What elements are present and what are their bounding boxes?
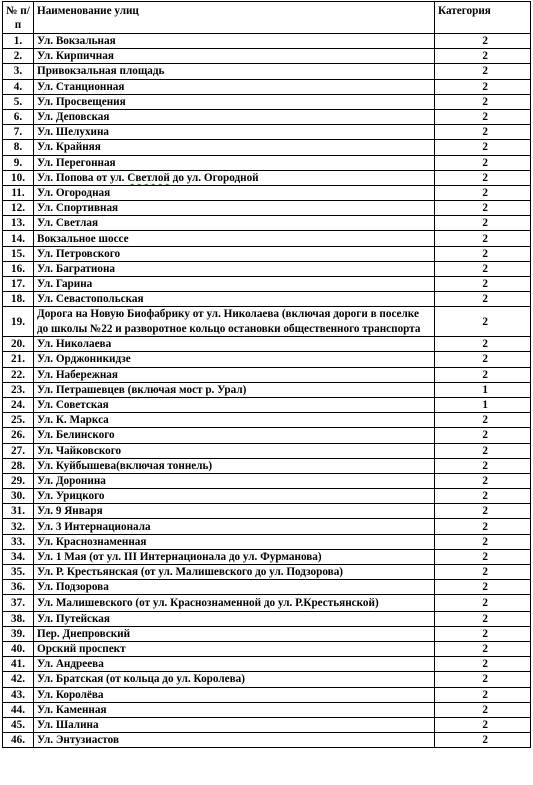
row-category: 2 — [435, 337, 531, 352]
table-row — [3, 109, 531, 124]
row-street-name: Ул. Куйбышева(включая тоннель) — [34, 458, 435, 473]
table-row — [3, 519, 531, 534]
row-street-name: Пер. Днепровский — [34, 626, 435, 641]
row-category: 2 — [435, 687, 531, 702]
table-row — [3, 125, 531, 140]
row-category: 2 — [435, 216, 531, 231]
row-street-name: Ул. Урицкого — [34, 489, 435, 504]
row-category: 2 — [435, 611, 531, 626]
row-num: 39. — [3, 626, 34, 641]
row-street-name: Ул. Деповская — [34, 109, 435, 124]
table-row — [3, 458, 531, 473]
table-row — [3, 34, 531, 49]
row-category: 2 — [435, 733, 531, 748]
header-num: № п/п — [3, 2, 34, 34]
row-street-name: Ул. Р. Крестьянская (от ул. Малишевского до ул. Подзорова) — [34, 565, 435, 580]
table-row — [3, 672, 531, 687]
row-street-name: Привокзальная площадь — [34, 64, 435, 79]
row-num: 5. — [3, 94, 34, 109]
row-category: 2 — [435, 549, 531, 564]
row-num: 43. — [3, 687, 34, 702]
row-num: 34. — [3, 549, 34, 564]
table-row — [3, 428, 531, 443]
row-street-name: Ул. Шалина — [34, 717, 435, 732]
row-street-name: Ул. Багратиона — [34, 261, 435, 276]
row-street-name: Ул. Спортивная — [34, 201, 435, 216]
row-street-name: Ул. К. Маркса — [34, 413, 435, 428]
row-street-name: Ул. Орджоникидзе — [34, 352, 435, 367]
table-row — [3, 261, 531, 276]
row-street-name: Ул. Андреева — [34, 657, 435, 672]
row-num: 28. — [3, 458, 34, 473]
row-category: 2 — [435, 109, 531, 124]
table-row — [3, 216, 531, 231]
row-num: 9. — [3, 155, 34, 170]
table-row — [3, 382, 531, 397]
row-num: 38. — [3, 611, 34, 626]
row-street-name: Ул. Севастопольская — [34, 292, 435, 307]
row-street-name: Ул. Огородная — [34, 185, 435, 200]
row-street-name: Ул. Чайковского — [34, 443, 435, 458]
row-street-name: Ул. Малишевского (от ул. Краснознаменной до ул. Р.Крестьянской) — [34, 595, 435, 611]
row-category: 2 — [435, 185, 531, 200]
table-row — [3, 626, 531, 641]
table-row — [3, 94, 531, 109]
table-row — [3, 170, 531, 185]
row-num: 30. — [3, 489, 34, 504]
row-street-name: Ул. Краснознаменная — [34, 534, 435, 549]
row-category: 2 — [435, 64, 531, 79]
row-category: 2 — [435, 352, 531, 367]
row-street-name: Вокзальное шоссе — [34, 231, 435, 246]
row-category: 1 — [435, 382, 531, 397]
table-header-row — [3, 2, 531, 34]
row-category: 2 — [435, 231, 531, 246]
row-category: 2 — [435, 595, 531, 611]
row-street-name: Ул. Путейская — [34, 611, 435, 626]
row-category: 2 — [435, 504, 531, 519]
row-category: 2 — [435, 246, 531, 261]
row-num: 16. — [3, 261, 34, 276]
row-category: 1 — [435, 397, 531, 412]
table-row — [3, 733, 531, 748]
row-street-name: Ул. Белинского — [34, 428, 435, 443]
table-row — [3, 717, 531, 732]
row-street-name: Ул. Вокзальная — [34, 34, 435, 49]
table-row — [3, 702, 531, 717]
row-street-name: Дорога на Новую Биофабрику от ул. Николаева (включая дороги в поселке до школы №22 и разворотное кольцо остановки общественного транспорта — [34, 307, 435, 337]
row-street-name: Ул. Просвещения — [34, 94, 435, 109]
row-num: 41. — [3, 657, 34, 672]
row-num: 31. — [3, 504, 34, 519]
row-num: 27. — [3, 443, 34, 458]
row-category: 2 — [435, 307, 531, 337]
row-category: 2 — [435, 443, 531, 458]
streets-table — [2, 1, 531, 748]
row-street-name: Ул. Шелухина — [34, 125, 435, 140]
row-street-name: Ул. Перегонная — [34, 155, 435, 170]
row-num: 21. — [3, 352, 34, 367]
table-row — [3, 367, 531, 382]
row-street-name: Ул. Королёва — [34, 687, 435, 702]
table-row — [3, 185, 531, 200]
row-street-name: Ул. 9 Января — [34, 504, 435, 519]
row-num: 33. — [3, 534, 34, 549]
table-row — [3, 611, 531, 626]
row-num: 26. — [3, 428, 34, 443]
row-street-name: Ул. Гарина — [34, 277, 435, 292]
table-row — [3, 641, 531, 656]
row-category: 2 — [435, 292, 531, 307]
table-row — [3, 489, 531, 504]
row-street-name: Ул. Крайняя — [34, 140, 435, 155]
row-category: 2 — [435, 657, 531, 672]
row-num: 37. — [3, 595, 34, 611]
table-row — [3, 140, 531, 155]
row-num: 7. — [3, 125, 34, 140]
table-row — [3, 565, 531, 580]
table-row — [3, 595, 531, 611]
row-street-name: Орский проспект — [34, 641, 435, 656]
table-row — [3, 580, 531, 595]
row-num: 44. — [3, 702, 34, 717]
table-row — [3, 337, 531, 352]
row-num: 23. — [3, 382, 34, 397]
row-street-name: Ул. Николаева — [34, 337, 435, 352]
row-num: 19. — [3, 307, 34, 337]
row-category: 2 — [435, 79, 531, 94]
row-num: 6. — [3, 109, 34, 124]
row-num: 11. — [3, 185, 34, 200]
table-row — [3, 352, 531, 367]
row-num: 25. — [3, 413, 34, 428]
row-category: 2 — [435, 473, 531, 488]
header-category: Категория — [435, 2, 531, 34]
table-row — [3, 413, 531, 428]
row-num: 24. — [3, 397, 34, 412]
row-street-name: Ул. Станционная — [34, 79, 435, 94]
row-street-name: Ул. Братская (от кольца до ул. Королева) — [34, 672, 435, 687]
table-row — [3, 231, 531, 246]
row-category: 2 — [435, 125, 531, 140]
row-num: 12. — [3, 201, 34, 216]
row-category: 2 — [435, 413, 531, 428]
table-row — [3, 687, 531, 702]
row-category: 2 — [435, 641, 531, 656]
row-num: 22. — [3, 367, 34, 382]
row-num: 40. — [3, 641, 34, 656]
row-category: 2 — [435, 140, 531, 155]
row-street-name: Ул. 1 Мая (от ул. III Интернационала до ул. Фурманова) — [34, 549, 435, 564]
row-category: 2 — [435, 49, 531, 64]
row-category: 2 — [435, 519, 531, 534]
table-row — [3, 64, 531, 79]
row-street-name: Ул. Подзорова — [34, 580, 435, 595]
row-num: 46. — [3, 733, 34, 748]
table-row — [3, 443, 531, 458]
table-row — [3, 657, 531, 672]
row-category: 2 — [435, 672, 531, 687]
row-num: 32. — [3, 519, 34, 534]
row-street-name: Ул. Светлая — [34, 216, 435, 231]
row-category: 2 — [435, 428, 531, 443]
table-row — [3, 549, 531, 564]
row-num: 45. — [3, 717, 34, 732]
row-category: 2 — [435, 201, 531, 216]
table-row — [3, 246, 531, 261]
table-row — [3, 49, 531, 64]
row-street-name: Ул. Попова от ул. Светлой до ул. Огородной — [34, 170, 435, 185]
table-row — [3, 307, 531, 337]
row-category: 2 — [435, 34, 531, 49]
row-category: 2 — [435, 565, 531, 580]
row-num: 29. — [3, 473, 34, 488]
row-num: 20. — [3, 337, 34, 352]
row-num: 18. — [3, 292, 34, 307]
row-category: 2 — [435, 626, 531, 641]
row-category: 2 — [435, 155, 531, 170]
table-row — [3, 79, 531, 94]
row-num: 3. — [3, 64, 34, 79]
row-num: 42. — [3, 672, 34, 687]
row-category: 2 — [435, 717, 531, 732]
row-num: 8. — [3, 140, 34, 155]
row-category: 2 — [435, 367, 531, 382]
table-row — [3, 397, 531, 412]
table-row — [3, 277, 531, 292]
table-row — [3, 155, 531, 170]
row-num: 14. — [3, 231, 34, 246]
row-street-name: Ул. Петровского — [34, 246, 435, 261]
table-row — [3, 473, 531, 488]
row-category: 2 — [435, 458, 531, 473]
row-category: 2 — [435, 534, 531, 549]
table-row — [3, 534, 531, 549]
row-street-name: Ул. Петрашевцев (включая мост р. Урал) — [34, 382, 435, 397]
row-num: 36. — [3, 580, 34, 595]
row-num: 10. — [3, 170, 34, 185]
row-category: 2 — [435, 170, 531, 185]
row-category: 2 — [435, 489, 531, 504]
row-num: 4. — [3, 79, 34, 94]
row-num: 13. — [3, 216, 34, 231]
row-num: 35. — [3, 565, 34, 580]
row-street-name: Ул. Доронина — [34, 473, 435, 488]
table-body — [3, 34, 531, 748]
row-category: 2 — [435, 277, 531, 292]
row-category: 2 — [435, 94, 531, 109]
row-category: 2 — [435, 261, 531, 276]
table-row — [3, 292, 531, 307]
row-num: 1. — [3, 34, 34, 49]
row-street-name: Ул. Кирпичная — [34, 49, 435, 64]
header-name: Наименование улиц — [34, 2, 435, 34]
row-street-name: Ул. Энтузиастов — [34, 733, 435, 748]
row-street-name: Ул. Каменная — [34, 702, 435, 717]
row-num: 15. — [3, 246, 34, 261]
row-category: 2 — [435, 702, 531, 717]
row-num: 17. — [3, 277, 34, 292]
row-street-name: Ул. 3 Интернационала — [34, 519, 435, 534]
row-street-name: Ул. Советская — [34, 397, 435, 412]
table-row — [3, 504, 531, 519]
table-row — [3, 201, 531, 216]
row-num: 2. — [3, 49, 34, 64]
row-category: 2 — [435, 580, 531, 595]
row-street-name: Ул. Набережная — [34, 367, 435, 382]
